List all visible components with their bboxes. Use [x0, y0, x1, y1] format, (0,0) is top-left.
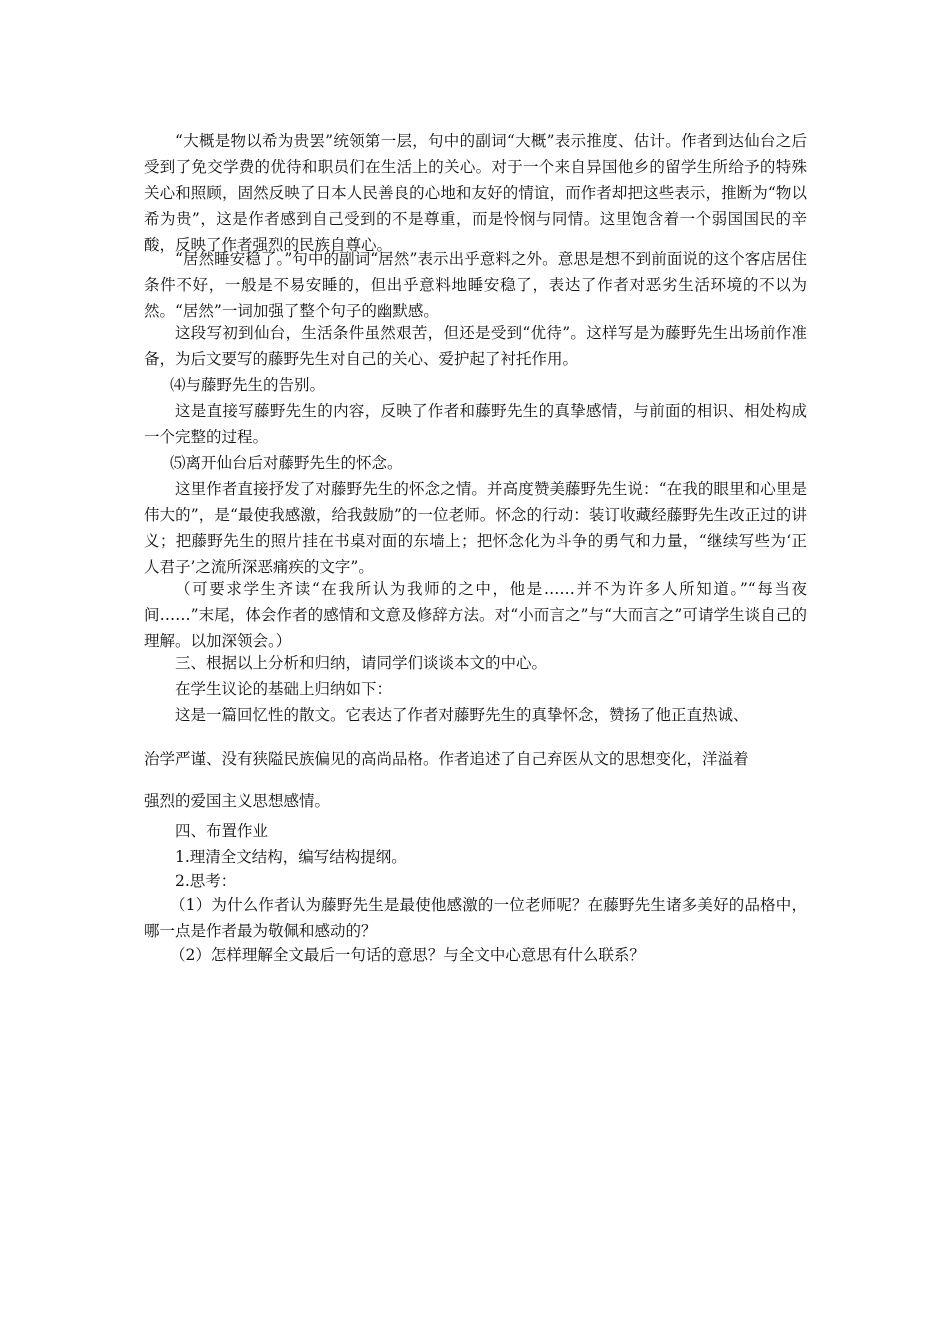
paragraph-daigai: “大概是物以希为贵罢”统领第一层，句中的副词“大概”表示推度、估计。作者到达仙台之后受到了免交学费的优待和职员们在生活上的关心。对于一个来自异国他乡的留学生所给予的特殊关心和照顾，固然反映了日本人民善良的心地和友好的情谊，而作者却把这些表示，推断为“物以希为贵”，这是作者感到自己受到的不是尊重，而是怜悯与同情。这里饱含着一个弱国国民的辛酸，反映了作者强烈的民族自尊心。 [144, 132, 807, 254]
paragraph-guina-intro: 在学生议论的基础上归纳如下： [175, 680, 393, 698]
paragraph-juran: “居然睡安稳了。”句中的副词“居然”表示出乎意料之外。意思是想不到前面说的这个客店居住条件不好，一般是不易安睡的，但出乎意料地睡安稳了，表达了作者对恶劣生活环境的不以为然。“居然”一词加强了整个句子的幽默感。 [144, 250, 807, 320]
section-heading-huainian: ⑸离开仙台后对藤野先生的怀念。 [170, 454, 403, 472]
summary-line-3: 强烈的爱国主义思想感情。 [144, 792, 331, 810]
paragraph-chudao-xiantai: 这段写初到仙台，生活条件虽然艰苦，但还是受到“优待”。这样写是为藤野先生出场前作准备，为后文要写的藤野先生对自己的关心、爱护起了衬托作用。 [144, 324, 807, 368]
homework-item-1: 1.理清全文结构，编写结构提纲。 [175, 848, 407, 866]
homework-question-2: （2）怎样理解全文最后一句话的意思？与全文中心意思有什么联系？ [170, 946, 645, 964]
summary-line-2: 治学严谨、没有狭隘民族偏见的高尚品格。作者追述了自己弃医从文的思想变化，洋溢着 [144, 750, 749, 768]
homework-question-1: （1）为什么作者认为藤野先生是最使他感激的一位老师呢？在藤野先生诸多美好的品格中，哪一点是作者最为敬佩和感动的？ [144, 896, 807, 940]
section-heading-zuoye: 四、布置作业 [175, 822, 269, 840]
paragraph-huainian-content: 这里作者直接抒发了对藤野先生的怀念之情。并高度赞美藤野先生说：“在我的眼里和心里是伟大的”，是“最使我感激，给我鼓励”的一位老师。怀念的行动：装订收藏经藤野先生改正过的讲义；把藤野先生的照片挂在书桌对面的东墙上；把怀念化为斗争的勇气和力量，“继续写些为‘正人君子’之流所深恶痛疾的文字”。 [144, 480, 807, 576]
paragraph-gaobie-content: 这是直接写藤野先生的内容，反映了作者和藤野先生的真挚感情，与前面的相识、相处构成一个完整的过程。 [144, 402, 807, 446]
homework-item-2: 2.思考： [175, 872, 237, 890]
paragraph-reading-note: （可要求学生齐读“在我所认为我师的之中，他是……并不为许多人所知道。”“每当夜间……”末尾，体会作者的感情和文意及修辞方法。对“小而言之”与“大而言之”可请学生谈自己的理解。以加深领会。） [144, 580, 807, 650]
section-heading-gaobie: ⑷与藤野先生的告别。 [170, 376, 326, 394]
section-heading-zhongxin: 三、根据以上分析和归纳，请同学们谈谈本文的中心。 [175, 654, 548, 672]
summary-line-1: 这是一篇回忆性的散文。它表达了作者对藤野先生的真挚怀念，赞扬了他正直热诚、 [175, 706, 749, 724]
